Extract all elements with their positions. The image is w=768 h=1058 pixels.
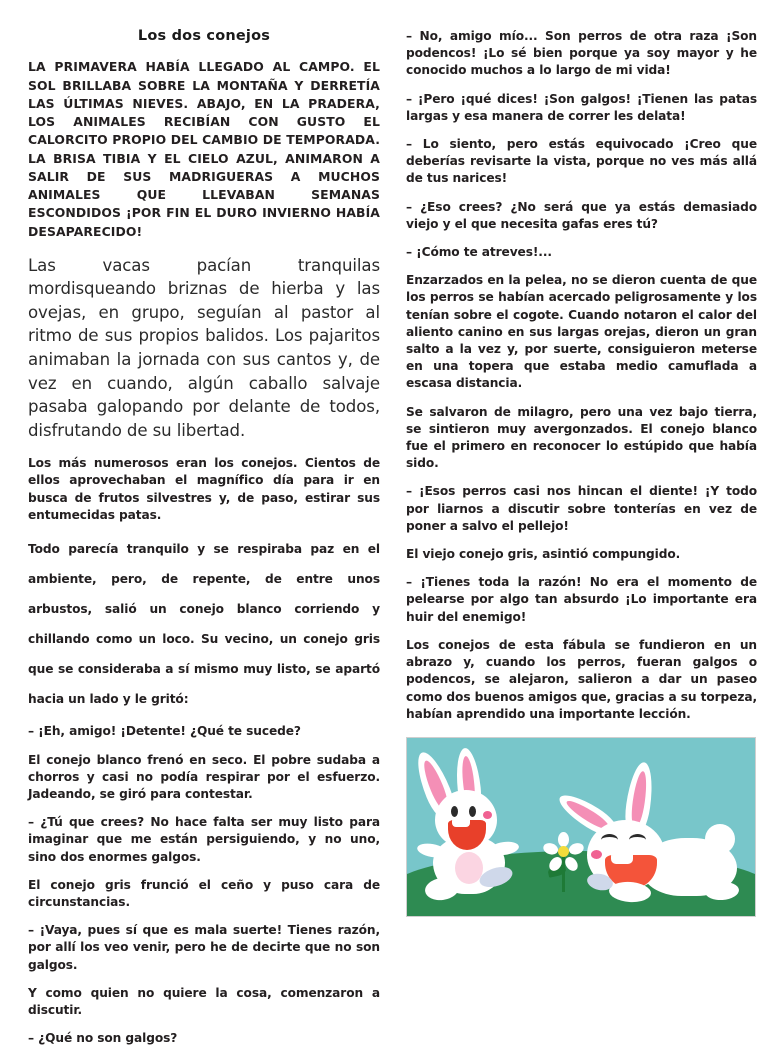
paragraph-gray-rabbit-nods: El viejo conejo gris, asintió compungido. — [406, 547, 681, 562]
dialog-eso-crees: – ¿Eso crees? ¿No será que ya estás demasiado viejo y el que necesita gafas eres tú? — [406, 199, 757, 231]
white-rabbit-lying-icon — [565, 762, 747, 912]
paragraph-rabbits-numerous: Los más numerosos eran los conejos. Cientos de ellos aprovechaban el magnífico día para ir en busca de frutos silvestres y, de paso, estirar sus entumecidas patas. — [28, 456, 380, 522]
dialog-esos-perros: – ¡Esos perros casi nos hincan el diente! ¡Y todo por liarnos a discutir sobre tonterías en vez de poner a salvo el pellejo! — [406, 484, 757, 533]
white-rabbit-sitting-icon — [417, 748, 535, 908]
paragraph-dogs-approach: Enzarzados en la pelea, no se dieron cuenta de que los perros se habían acercado peligrosamente y los tenían sobre el cogote. Cuando notaron el calor del aliento canino en sus largas orejas, dieron un gran salto a la vez y, por suerte, consiguieron meterse en una topera que estaba medio camuflada a escasa distancia. — [406, 273, 757, 391]
paragraph-moral-conclusion: Los conejos de esta fábula se fundieron en un abrazo y, cuando los perros, fueran galgos o podencos, se alejaron, salieron a dar un paseo como dos buenos amigos que, gracias a su torpeza, habían aprendido una importante lección. — [406, 637, 757, 721]
dialog-estas-equivocado: – Lo siento, pero estás equivocado ¡Creo que deberías revisarte la vista, porque no ves más allá de tus narices! — [406, 137, 757, 186]
rabbit-nose — [591, 850, 602, 859]
rabbit-eye-left — [451, 806, 458, 817]
rabbit-eye-right — [629, 834, 646, 846]
dialog-eh-amigo: – ¡Eh, amigo! ¡Detente! ¿Qué te sucede? — [28, 724, 301, 739]
rabbit-nose — [483, 811, 492, 819]
two-column-layout — [28, 28, 757, 1058]
rabbits-illustration — [406, 737, 756, 917]
paragraph-intro-caps: LA PRIMAVERA HABÍA LLEGADO AL CAMPO. EL SOL BRILLABA SOBRE LA MONTAÑA Y DERRETÍA LAS ÚLTIMAS NIEVES. ABAJO, EN LA PRADERA, LOS ANIMALES RECIBÍAN CON GUSTO EL CALORCITO PROPIO DEL CAMBIO DE TEMPORADA. LA BRISA TIBIA Y EL CIELO AZUL, ANIMARON A SALIR DE SUS MADRIGUERAS A MUCHOS ANIMALES QUE LLEVABAN SEMANAS ESCONDIDOS ¡POR FIN EL DURO INVIERNO HABÍA DESAPARECIDO! — [28, 59, 380, 239]
paragraph-gray-rabbit-frowns: El conejo gris frunció el ceño y puso cara de circunstancias. — [28, 877, 380, 910]
rabbit-eye-right — [469, 806, 476, 817]
rabbit-eye-left — [601, 834, 618, 846]
paragraph-began-arguing: Y como quien no quiere la cosa, comenzaron a discutir. — [28, 985, 380, 1018]
dialog-tu-que-crees: – ¿Tú que crees? No hace falta ser muy listo para imaginar que me están persiguiendo, y no uno, sino dos enormes galgos. — [28, 815, 380, 864]
dialog-como-te-atreves: – ¡Cómo te atreves!... — [406, 245, 552, 260]
left-column — [28, 28, 380, 1058]
paragraph-lead: Las vacas pacían tranquilas mordisqueando briznas de hierba y las ovejas, en grupo, seguían al pastor al ritmo de sus propios balidos. Los pajaritos animaban la jornada con sus cantos y, de vez en cuando, algún caballo salvaje pasaba galopando por delante de todos, disfrutando de su libertad. — [28, 255, 380, 440]
illustration-container — [406, 737, 757, 917]
dialog-son-podencos: – No, amigo mío... Son perros de otra raza ¡Son podencos! ¡Lo sé bien porque ya soy mayor y he conocido muchos a lo largo de mi vida! — [406, 29, 757, 78]
dialog-tienes-toda-la-razon: – ¡Tienes toda la razón! No era el momento de pelearse por algo tan absurdo ¡Lo importante era huir del enemigo! — [406, 575, 757, 624]
dialog-que-no-son-galgos: – ¿Qué no son galgos? — [28, 1031, 178, 1046]
paragraph-saved-by-miracle: Se salvaron de milagro, pero una vez bajo tierra, se sintieron muy avergonzados. El conejo blanco fue el primero en reconocer lo estúpido que había sido. — [406, 404, 757, 471]
dialog-son-galgos: – ¡Pero ¡qué dices! ¡Son galgos! ¡Tienen las patas largas y esa manera de correr les delata! — [406, 91, 757, 123]
rabbit-belly — [455, 852, 483, 884]
right-column — [406, 28, 757, 917]
page-title: Los dos conejos — [137, 28, 271, 44]
dialog-vaya-mala-suerte: – ¡Vaya, pues sí que es mala suerte! Tienes razón, por allí los veo venir, pero he de decirte que no son galgos. — [28, 923, 380, 972]
paragraph-white-rabbit-stops: El conejo blanco frenó en seco. El pobre sudaba a chorros y casi no podía respirar por el esfuerzo. Jadeando, se giró para contestar. — [28, 752, 380, 801]
paragraph-white-rabbit-appears: Todo parecía tranquilo y se respiraba paz en el ambiente, pero, de repente, de entre unos arbustos, salió un conejo blanco corriendo y chillando como un loco. Su vecino, un conejo gris que se consideraba a sí mismo muy listo, se apartó hacia un lado y le gritó: — [28, 542, 380, 706]
